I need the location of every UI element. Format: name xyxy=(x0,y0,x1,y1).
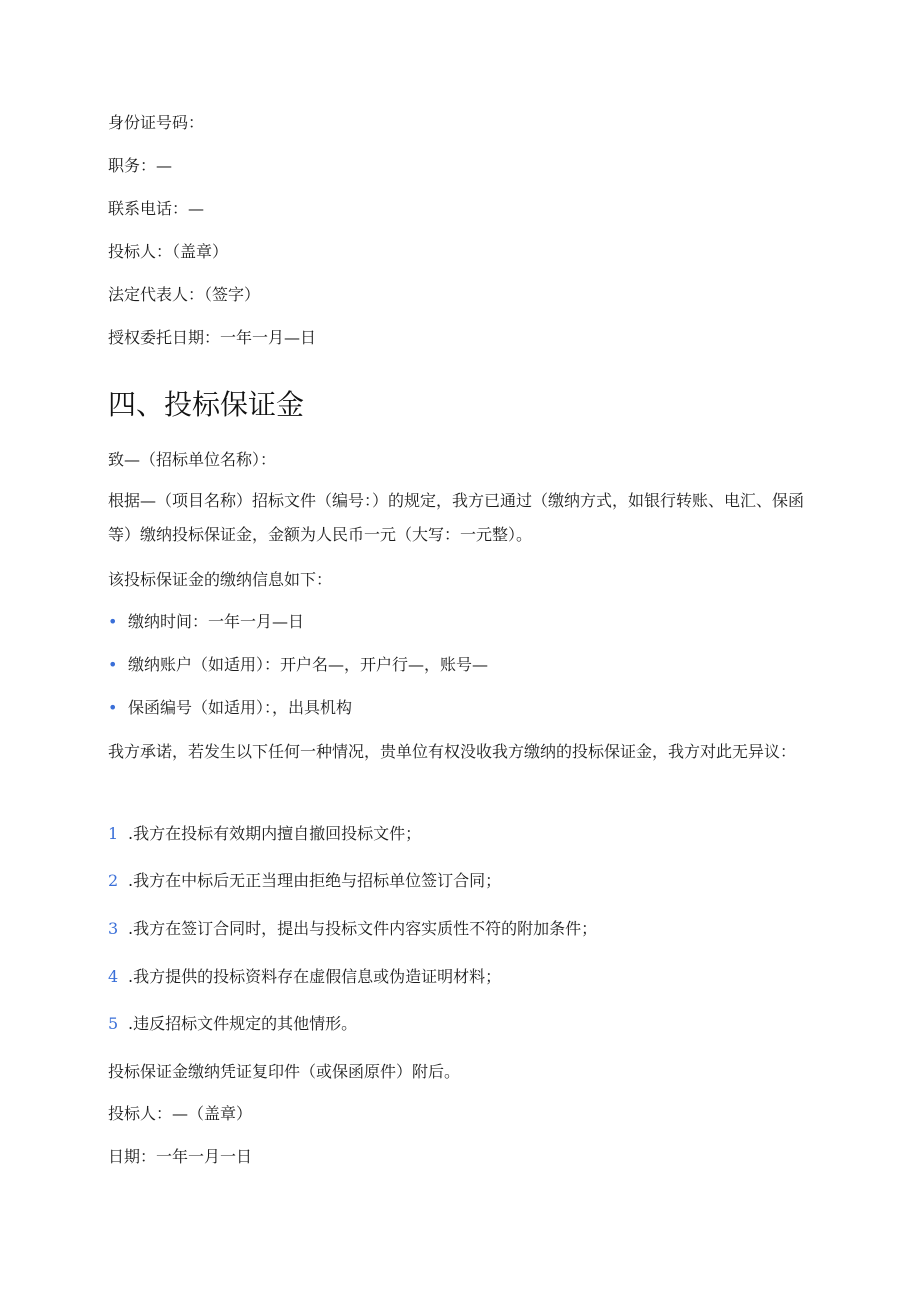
item-number: 2 xyxy=(108,871,119,890)
bullet-text: 缴纳时间：一年一月—日 xyxy=(128,612,305,631)
bullet-marker: • xyxy=(108,655,118,674)
list-item xyxy=(108,697,352,719)
list-item xyxy=(108,654,488,676)
numbered-item xyxy=(108,918,597,940)
item-text: .我方在投标有效期内擅自撤回投标文件； xyxy=(128,824,422,843)
numbered-item xyxy=(108,1013,357,1035)
section-heading: 四、投标保证金 xyxy=(108,388,305,421)
bullet-marker: • xyxy=(108,698,118,717)
item-text: .我方提供的投标资料存在虚假信息或伪造证明材料； xyxy=(128,967,502,986)
info-title-line: 该投标保证金的缴纳信息如下： xyxy=(108,570,333,589)
date-line: 日期：一年一月一日 xyxy=(108,1147,253,1166)
numbered-item xyxy=(108,823,421,845)
intro-paragraph: 根据—（项目名称）招标文件（编号：）的规定，我方已通过（缴纳方式，如银行转账、电汇、保函等）缴纳投标保证金，金额为人民币一元（大写：一元整）。 xyxy=(108,491,805,544)
bullet-text: 缴纳账户（如适用）：开户名—，开户行—，账号— xyxy=(128,655,489,674)
numbered-item xyxy=(108,966,501,988)
item-number: 4 xyxy=(108,967,119,986)
position-line: 职务：— xyxy=(108,156,173,175)
item-number: 1 xyxy=(108,824,119,843)
bidder-line: 投标人：—（盖章） xyxy=(108,1104,253,1123)
bidder-seal-line: 投标人：（盖章） xyxy=(108,242,229,261)
numbered-item xyxy=(108,870,501,892)
bullet-text: 保函编号（如适用）：，出具机构 xyxy=(128,698,353,717)
item-text: .我方在签订合同时，提出与投标文件内容实质性不符的附加条件； xyxy=(128,919,598,938)
attachment-line: 投标保证金缴纳凭证复印件（或保函原件）附后。 xyxy=(108,1062,461,1081)
list-item xyxy=(108,611,304,633)
legal-rep-sign-line: 法定代表人：（签字） xyxy=(108,285,261,304)
item-number: 5 xyxy=(108,1014,119,1033)
id-number-line: 身份证号码： xyxy=(108,113,205,132)
auth-date-line: 授权委托日期：一年一月—日 xyxy=(108,328,317,347)
item-text: .我方在中标后无正当理由拒绝与招标单位签订合同； xyxy=(128,871,502,890)
commitment-paragraph: 我方承诺，若发生以下任何一种情况，贵单位有权没收我方缴纳的投标保证金，我方对此无异议： xyxy=(108,742,797,761)
item-text: .违反招标文件规定的其他情形。 xyxy=(128,1014,358,1033)
bullet-marker: • xyxy=(108,612,118,631)
item-number: 3 xyxy=(108,919,119,938)
addressee-line: 致—（招标单位名称）： xyxy=(108,450,277,469)
phone-line: 联系电话：— xyxy=(108,199,205,218)
